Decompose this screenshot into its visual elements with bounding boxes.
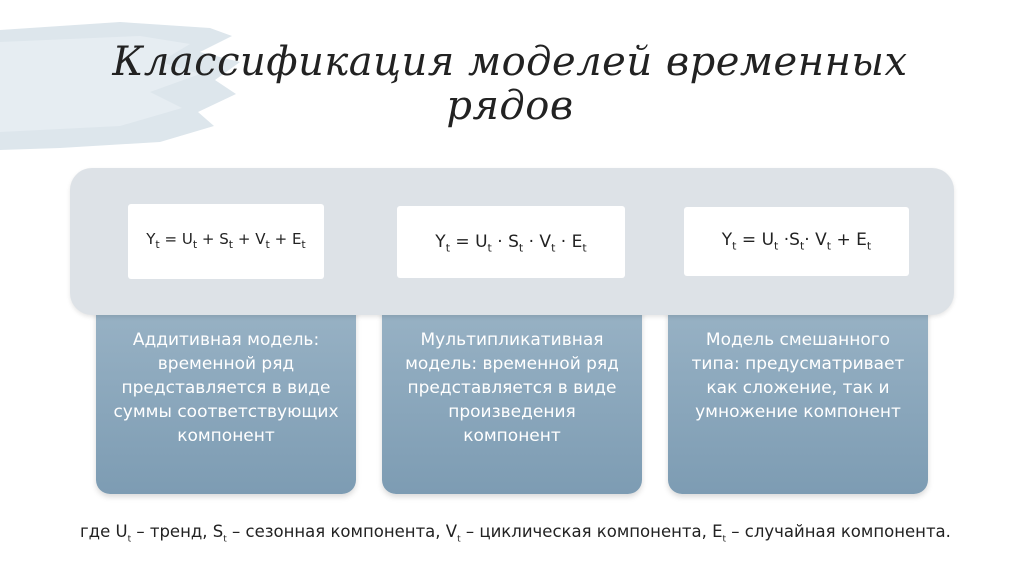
multiplicative-formula: $Y_t = U_t \cdot S_t \cdot V_t \cdot E_t$ bbox=[435, 232, 587, 255]
additive-formula: $Y_t = U_t + S_t + V_t + E_t$ bbox=[146, 230, 306, 251]
multiplicative-formula-box bbox=[397, 206, 625, 278]
slide-title: Классификация моделей временных рядов bbox=[112, 39, 908, 129]
mixed-formula-box bbox=[684, 207, 909, 276]
mixed-formula: $Y_t = U_t \cdot S_t\cdot V_t + E_t$ bbox=[721, 230, 872, 253]
footnote-legend: где $U_t$ – тренд, $S_t$ – сезонная компонента, $V_t$ – циклическая компонента, $E_t$ – случайная компонента. bbox=[80, 522, 951, 545]
multiplicative-model-description: Мультипликативная модель: временной ряд представляется в виде произведения компонент bbox=[405, 330, 619, 446]
mixed-model-description: Модель смешанного типа: предусматривает как сложение, так и умножение компонент bbox=[691, 330, 905, 422]
additive-model-description: Аддитивная модель: временной ряд представляется в виде суммы соответствующих компонент bbox=[113, 330, 339, 446]
additive-formula-box bbox=[128, 204, 324, 279]
formula-band bbox=[70, 168, 954, 315]
